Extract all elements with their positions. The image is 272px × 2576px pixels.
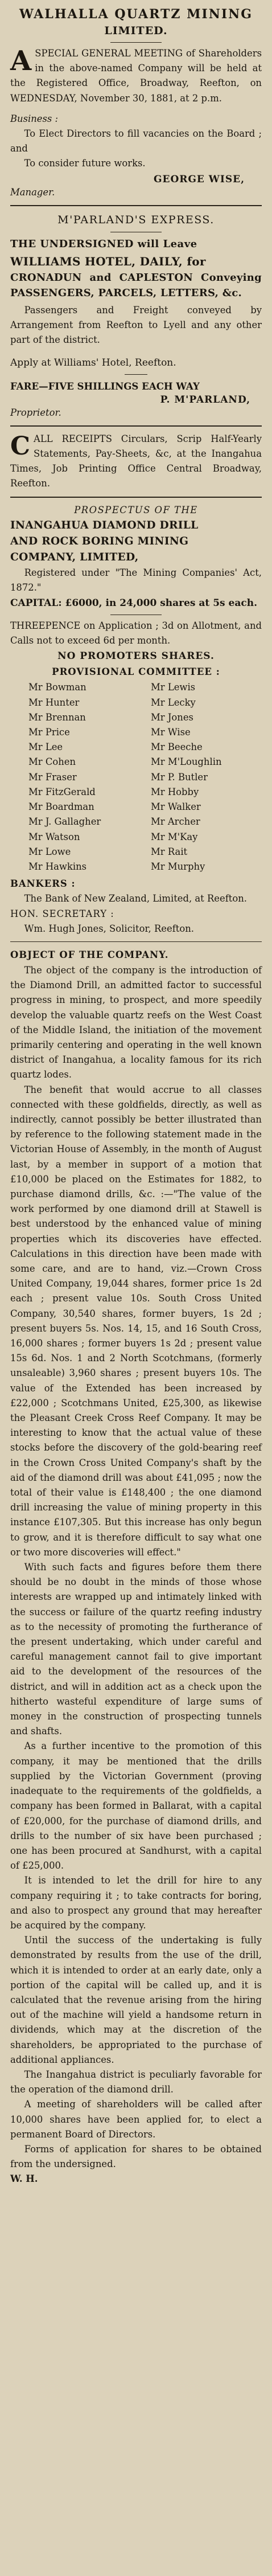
prospectus bbox=[10, 503, 262, 936]
walhalla-signature-title: Manager. bbox=[10, 186, 55, 198]
objects-paragraph: The benefit that would accrue to all classes connected with these goldfields, directly, as well as indirectly, cannot possibly be better illustrated than by reference to the following statement made in the Victorian House of Assembly, in the month of August last, by a member in support of a motion that £10,000 be placed on the Estimates for 1882, to purchase diamond drills, &c. :—"The value of the work performed by one diamond drill at Stawell is best understood by the enhanced value of mining properties which its discoveries have effected. Calculations in this direction have been made with some care, and are to hand, viz.—Crown Cross United Company, 19,044 shares, former price 1s 2d each ; present value 10s. South Cross United Company, 30,540 shares, former buyers, 1s 2d ; present buyers 5s. Nos. 14, 15, and 16 South Cross, 16,000 shares ; former buyers 1s 2d ; present value 15s 6d. Nos. 1 and 2 North Scotchmans, (formerly unsaleable) 3,960 shares ; present buyers 10s. The value of the Extended has been increased by £22,000 ; Scotchmans United, £25,300, as likewise the Pleasant Creek Cross Reef Company. It may be interesting to know that the actual value of these stocks before the discovery of the gold-bearing reef in the Crown Cross United Company's shaft by the aid of the diamond drill was about £41,095 ; now the total of their value is £148,400 ; the one diamond drill increasing the value of mining property in this instance £107,305. But this increase has only begun to grow, and it is therefore difficult to say what one or two more discoveries will effect." bbox=[10, 1084, 262, 1558]
committee-member: Mr Jones bbox=[151, 711, 193, 723]
committee-member: Mr Wise bbox=[151, 727, 191, 738]
bankers: The Bank of New Zealand, Limited, at Reefton. bbox=[24, 893, 247, 904]
committee-member: Mr Murphy bbox=[151, 861, 205, 872]
committee-member: Mr Bowman bbox=[28, 682, 86, 693]
committee-member: Mr Lowe bbox=[28, 846, 71, 857]
express-fare: FARE—FIVE SHILLINGS EACH WAY bbox=[10, 380, 200, 392]
committee-member: Mr Brennan bbox=[28, 711, 86, 723]
receipts-notice bbox=[10, 432, 262, 492]
prospectus-name-1: INANGAHUA DIAMOND DRILL bbox=[10, 519, 199, 531]
objects-paragraph: A meeting of shareholders will be called after 10,000 shares have been applied for, to elect a permanent Board of Directors. bbox=[10, 2099, 262, 2140]
receipts-dropcap: C bbox=[10, 431, 31, 461]
committee-heading: PROVISIONAL COMMITTEE : bbox=[52, 666, 220, 678]
receipts-paragraph-text: ALL RECEIPTS Circulars, Scrip Half-Yearly Statements, Pay-Sheets, &c, at the Inangahua Times, Job Printing Office Central Broadway, Reefton. bbox=[10, 433, 262, 489]
committee-list bbox=[10, 680, 262, 874]
walhalla-paragraph bbox=[10, 46, 262, 106]
committee-member: Mr Lecky bbox=[151, 697, 196, 708]
express-line-3: CRONADUN and CAPLESTON Conveying PASSENGERS, PARCELS, LETTERS, &c. bbox=[10, 271, 262, 299]
express-line-1: THE UNDERSIGNED will Leave bbox=[10, 237, 197, 250]
bankers-heading: BANKERS : bbox=[10, 878, 76, 890]
business-line-2: To consider future works. bbox=[24, 158, 146, 169]
objects-heading: OBJECT OF THE COMPANY. bbox=[10, 949, 169, 960]
walhalla-subtitle: LIMITED. bbox=[104, 24, 168, 37]
committee-right-column bbox=[151, 680, 262, 874]
express-signature-title: Proprietor. bbox=[10, 407, 61, 418]
walhalla-signature: GEORGE WISE, bbox=[153, 173, 245, 185]
section-rule bbox=[10, 941, 262, 942]
secretary-heading: HON. SECRETARY : bbox=[10, 908, 114, 919]
committee-member: Mr M'Kay bbox=[151, 831, 198, 842]
committee-member: Mr Watson bbox=[28, 831, 80, 842]
express-title: M'PARLAND'S EXPRESS. bbox=[57, 213, 215, 226]
prospectus-capital: CAPITAL: £6000, in 24,000 shares at 5s each. bbox=[10, 597, 257, 609]
objects-signature: W. H. bbox=[10, 2173, 38, 2185]
committee-member: Mr Hawkins bbox=[28, 861, 87, 872]
express-apply: Apply at Williams' Hotel, Reefton. bbox=[10, 357, 176, 369]
committee-member: Mr FitzGerald bbox=[28, 786, 96, 797]
walhalla-notice bbox=[10, 6, 262, 200]
objects-paragraph: With such facts and figures before them there should be no doubt in the minds of those whose interests are wrapped up and intimately linked with the success or failure of the quartz reefing industry as to the necessity of promoting the furtherance of the present undertaking, which under careful and careful management cannot fail to give important aid to the development of the resources of the district, and will in addition act as a check upon the hitherto wasteful expenditure of large sums of money in the construction of prospecting tunnels and shafts. bbox=[10, 1562, 262, 1737]
business-label: Business : bbox=[10, 113, 59, 124]
committee-member: Mr Cohen bbox=[28, 756, 76, 768]
committee-member: Mr J. Gallagher bbox=[28, 816, 101, 828]
objects-paragraph: The object of the company is the introduction of the Diamond Drill, an admitted factor to successful progress in mining, to prospect, and more speedily develop the valuable quartz reefs on the West Coast of the Middle Island, the initiation of the movement primarily centering and operating in the well known district of Inangahua, a locality famous for its rich quartz lodes. bbox=[10, 964, 262, 1080]
committee-member: Mr P. Butler bbox=[151, 771, 208, 783]
prospectus-name-2: AND ROCK BORING MINING bbox=[10, 535, 189, 547]
committee-member: Mr Boardman bbox=[28, 801, 94, 813]
committee-left-column bbox=[28, 680, 139, 874]
objects-paragraph: Until the success of the undertaking is fully demonstrated by results from the use of the drill, which it is intended to order at an early date, only a portion of the capital will be called up, and it is calculated that the revenue arising from the hiring out of the machine will yield a handsome return in dividends, which may at the discretion of the shareholders, be appropriated to the purchase of additional appliances. bbox=[10, 1935, 262, 2065]
express-signature: P. M'PARLAND, bbox=[160, 394, 250, 406]
objects-paragraph: As a further incentive to the promotion of this company, it may be mentioned that the drills supplied by the Victorian Government (proving inadequate to the requirements of the goldfields, a company has been formed in Ballarat, with a capital of £20,000, for the purchase of diamond drills, and drills to the number of six have been purchased ; one has been procured at Sandhurst, with a capital of £25,000. bbox=[10, 1740, 262, 1871]
committee-member: Mr Price bbox=[28, 727, 70, 738]
secretary: Wm. Hugh Jones, Solicitor, Reefton. bbox=[24, 923, 194, 934]
committee-member: Mr Walker bbox=[151, 801, 201, 813]
divider bbox=[110, 42, 162, 43]
objects-paragraph: The Inangahua district is peculiarly favorable for the operation of the diamond drill. bbox=[10, 2069, 262, 2095]
express-line-2: WILLIAMS HOTEL, DAILY, for bbox=[10, 254, 206, 268]
committee-member: Mr M'Loughlin bbox=[151, 756, 222, 768]
committee-member: Mr Lewis bbox=[151, 682, 196, 693]
divider bbox=[125, 374, 147, 375]
walhalla-title: WALHALLA QUARTZ MINING bbox=[19, 7, 253, 22]
walhalla-dropcap: A bbox=[10, 45, 32, 77]
business-line-1: To Elect Directors to fill vacancies on the Board ; and bbox=[10, 128, 262, 154]
receipts-paragraph bbox=[10, 432, 262, 492]
objects-paragraph: Forms of application for shares to be obtained from the undersigned. bbox=[10, 2143, 262, 2170]
express-notice bbox=[10, 211, 262, 420]
committee-member: Mr Lee bbox=[28, 742, 63, 753]
committee-member: Mr Hobby bbox=[151, 786, 199, 797]
section-rule bbox=[10, 497, 262, 498]
no-promoters-shares: NO PROMOTERS SHARES. bbox=[57, 650, 215, 662]
prospectus-name-3: COMPANY, LIMITED, bbox=[10, 551, 139, 563]
express-paragraph: Passengers and Freight conveyed by Arrangement from Reefton to Lyell and any other part of the district. bbox=[10, 304, 262, 346]
objects-section bbox=[10, 947, 262, 2187]
committee-member: Mr Beeche bbox=[151, 742, 203, 753]
section-rule bbox=[10, 205, 262, 206]
prospectus-threepence: THREEPENCE on Application ; 3d on Allotment, and Calls not to exceed 6d per month. bbox=[10, 620, 262, 646]
prospectus-title: PROSPECTUS OF THE bbox=[74, 504, 198, 515]
objects-paragraph: It is intended to let the drill for hire to any company requiring it ; to take contracts for boring, and also to prospect any ground that may hereafter be acquired by the company. bbox=[10, 1875, 262, 1931]
committee-member: Mr Rait bbox=[151, 846, 188, 857]
section-rule bbox=[10, 425, 262, 427]
committee-member: Mr Archer bbox=[151, 816, 200, 828]
committee-member: Mr Hunter bbox=[28, 697, 80, 708]
walhalla-paragraph-text: SPECIAL GENERAL MEETING of Shareholders in the above-named Company will be held at the Registered Office, Broadway, Reefton, on WEDNESDAY, November 30, 1881, at 2 p.m. bbox=[10, 48, 262, 104]
committee-member: Mr Fraser bbox=[28, 771, 77, 783]
prospectus-registered: Registered under "The Mining Companies' Act, 1872." bbox=[10, 567, 262, 593]
